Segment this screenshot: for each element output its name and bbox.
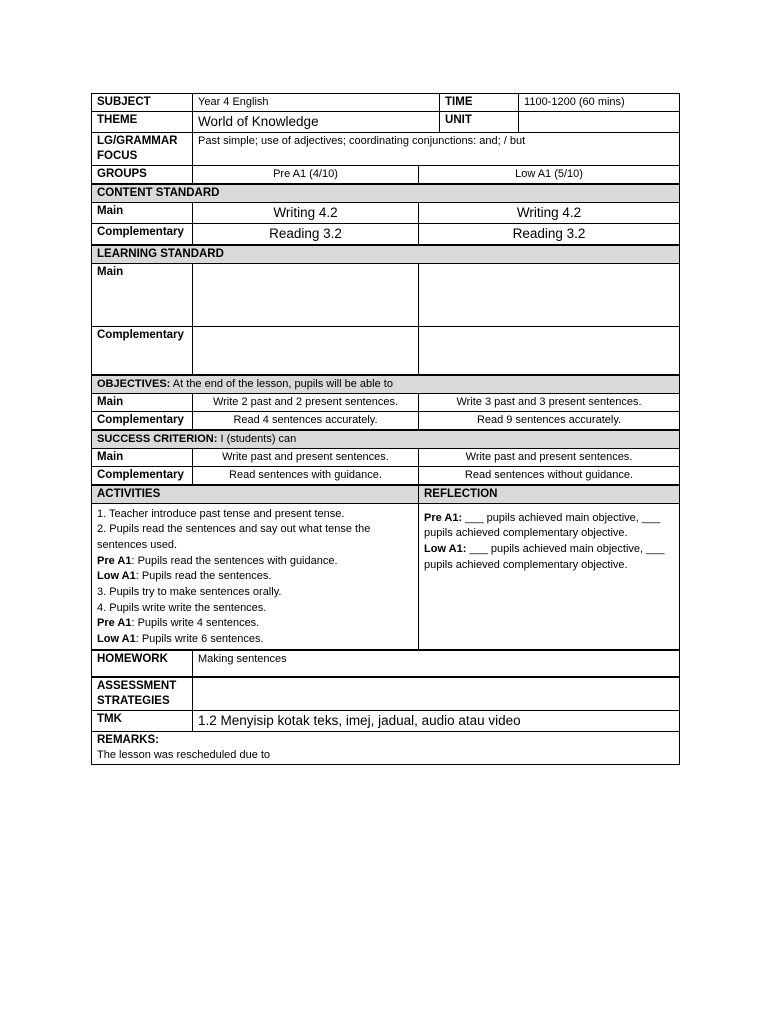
assessment-label: ASSESSMENT STRATEGIES bbox=[92, 677, 193, 711]
activities-body bbox=[92, 503, 419, 650]
reflection-group-label: Pre A1: bbox=[424, 511, 463, 524]
obj-main-low: Write 3 past and 3 present sentences. bbox=[419, 393, 680, 411]
assessment-value bbox=[193, 677, 680, 711]
success-main-row bbox=[92, 448, 680, 466]
objectives-heading-rest: At the end of the lesson, pupils will be able to bbox=[170, 377, 393, 390]
homework-row bbox=[92, 650, 680, 677]
activity-line bbox=[97, 616, 413, 632]
lesson-plan-sheet bbox=[91, 93, 679, 765]
reflection-text: ___ pupils achieved main objective, ___ pupils achieved complementary objective. bbox=[424, 542, 665, 571]
success-heading-row bbox=[92, 430, 680, 449]
reflection-text: ___ pupils achieved main objective, ___ pupils achieved complementary objective. bbox=[424, 511, 661, 540]
reflection-body bbox=[419, 503, 680, 650]
activity-line: 3. Pupils try to make sentences orally. bbox=[97, 586, 282, 599]
success-comp-row bbox=[92, 466, 680, 485]
ls-comp-label: Complementary bbox=[92, 327, 193, 375]
activity-group-label: Pre A1 bbox=[97, 554, 132, 567]
theme-label: THEME bbox=[92, 112, 193, 133]
unit-value bbox=[519, 112, 680, 133]
activity-line: 2. Pupils read the sentences and say out what tense the sentences used. bbox=[97, 523, 371, 551]
activity-line bbox=[97, 632, 413, 648]
activities-body-row bbox=[92, 503, 680, 650]
subject-row bbox=[92, 94, 680, 112]
ls-comp-low bbox=[419, 327, 680, 375]
tmk-label: TMK bbox=[92, 710, 193, 731]
remarks-cell bbox=[92, 731, 680, 764]
time-label: TIME bbox=[440, 94, 519, 112]
learning-standard-heading: LEARNING STANDARD bbox=[92, 245, 680, 264]
subject-label: SUBJECT bbox=[92, 94, 193, 112]
sc-main-label: Main bbox=[92, 448, 193, 466]
activity-line: 4. Pupils write write the sentences. bbox=[97, 601, 267, 614]
focus-label: LG/GRAMMAR FOCUS bbox=[92, 133, 193, 166]
homework-label: HOMEWORK bbox=[92, 650, 193, 677]
cs-main-low: Writing 4.2 bbox=[419, 203, 680, 224]
learning-standard-heading-row bbox=[92, 245, 680, 264]
lesson-plan-table bbox=[91, 93, 680, 765]
focus-row bbox=[92, 133, 680, 166]
activity-group-label: Pre A1 bbox=[97, 617, 132, 630]
activity-text: : Pupils read the sentences with guidance. bbox=[131, 554, 338, 567]
activities-heading: ACTIVITIES bbox=[92, 485, 419, 504]
learning-standard-comp-row bbox=[92, 327, 680, 375]
sc-main-pre: Write past and present sentences. bbox=[193, 448, 419, 466]
homework-value: Making sentences bbox=[193, 650, 680, 677]
objectives-heading-row bbox=[92, 375, 680, 394]
theme-row bbox=[92, 112, 680, 133]
content-standard-main-row bbox=[92, 203, 680, 224]
success-heading bbox=[92, 430, 680, 449]
group-pre-a1: Pre A1 (4/10) bbox=[193, 166, 419, 185]
reflection-group-label: Low A1: bbox=[424, 542, 467, 555]
activity-group-label: Low A1 bbox=[97, 633, 136, 646]
ls-main-label: Main bbox=[92, 264, 193, 327]
obj-main-label: Main bbox=[92, 393, 193, 411]
focus-value: Past simple; use of adjectives; coordinating conjunctions: and; / but bbox=[193, 133, 680, 166]
obj-main-pre: Write 2 past and 2 present sentences. bbox=[193, 393, 419, 411]
cs-comp-pre: Reading 3.2 bbox=[193, 224, 419, 246]
time-value: 1100-1200 (60 mins) bbox=[519, 94, 680, 112]
sc-comp-pre: Read sentences with guidance. bbox=[193, 466, 419, 485]
content-standard-heading: CONTENT STANDARD bbox=[92, 184, 680, 203]
learning-standard-main-row bbox=[92, 264, 680, 327]
sc-comp-low: Read sentences without guidance. bbox=[419, 466, 680, 485]
tmk-row bbox=[92, 710, 680, 731]
group-low-a1: Low A1 (5/10) bbox=[419, 166, 680, 185]
activity-text: : Pupils read the sentences. bbox=[135, 570, 272, 583]
groups-row bbox=[92, 166, 680, 185]
success-heading-rest: I (students) can bbox=[217, 432, 297, 445]
objectives-comp-row bbox=[92, 411, 680, 430]
objectives-heading-bold: OBJECTIVES: bbox=[97, 377, 171, 390]
cs-comp-label: Complementary bbox=[92, 224, 193, 246]
tmk-value: 1.2 Menyisip kotak teks, imej, jadual, audio atau video bbox=[193, 710, 680, 731]
activity-text: : Pupils write 4 sentences. bbox=[131, 617, 260, 630]
content-standard-heading-row bbox=[92, 184, 680, 203]
objectives-heading bbox=[92, 375, 680, 394]
activities-heading-row bbox=[92, 485, 680, 504]
unit-label: UNIT bbox=[440, 112, 519, 133]
reflection-low-a1 bbox=[424, 542, 674, 573]
ls-main-pre bbox=[193, 264, 419, 327]
activity-line bbox=[97, 554, 413, 570]
obj-comp-label: Complementary bbox=[92, 411, 193, 430]
remarks-value: The lesson was rescheduled due to bbox=[97, 748, 271, 761]
content-standard-comp-row bbox=[92, 224, 680, 246]
success-heading-bold: SUCCESS CRITERION: bbox=[97, 432, 218, 445]
cs-main-pre: Writing 4.2 bbox=[193, 203, 419, 224]
ls-comp-pre bbox=[193, 327, 419, 375]
cs-comp-low: Reading 3.2 bbox=[419, 224, 680, 246]
subject-value: Year 4 English bbox=[193, 94, 440, 112]
reflection-heading: REFLECTION bbox=[419, 485, 680, 504]
groups-label: GROUPS bbox=[92, 166, 193, 185]
obj-comp-low: Read 9 sentences accurately. bbox=[419, 411, 680, 430]
sc-comp-label: Complementary bbox=[92, 466, 193, 485]
sc-main-low: Write past and present sentences. bbox=[419, 448, 680, 466]
activity-line bbox=[97, 569, 413, 585]
remarks-row bbox=[92, 731, 680, 764]
activity-line: 1. Teacher introduce past tense and present tense. bbox=[97, 507, 345, 520]
assessment-row bbox=[92, 677, 680, 711]
remarks-label: REMARKS: bbox=[97, 733, 159, 746]
activity-text: : Pupils write 6 sentences. bbox=[135, 633, 264, 646]
objectives-main-row bbox=[92, 393, 680, 411]
obj-comp-pre: Read 4 sentences accurately. bbox=[193, 411, 419, 430]
theme-value: World of Knowledge bbox=[193, 112, 440, 133]
reflection-pre-a1 bbox=[424, 511, 674, 542]
activity-group-label: Low A1 bbox=[97, 570, 136, 583]
cs-main-label: Main bbox=[92, 203, 193, 224]
ls-main-low bbox=[419, 264, 680, 327]
